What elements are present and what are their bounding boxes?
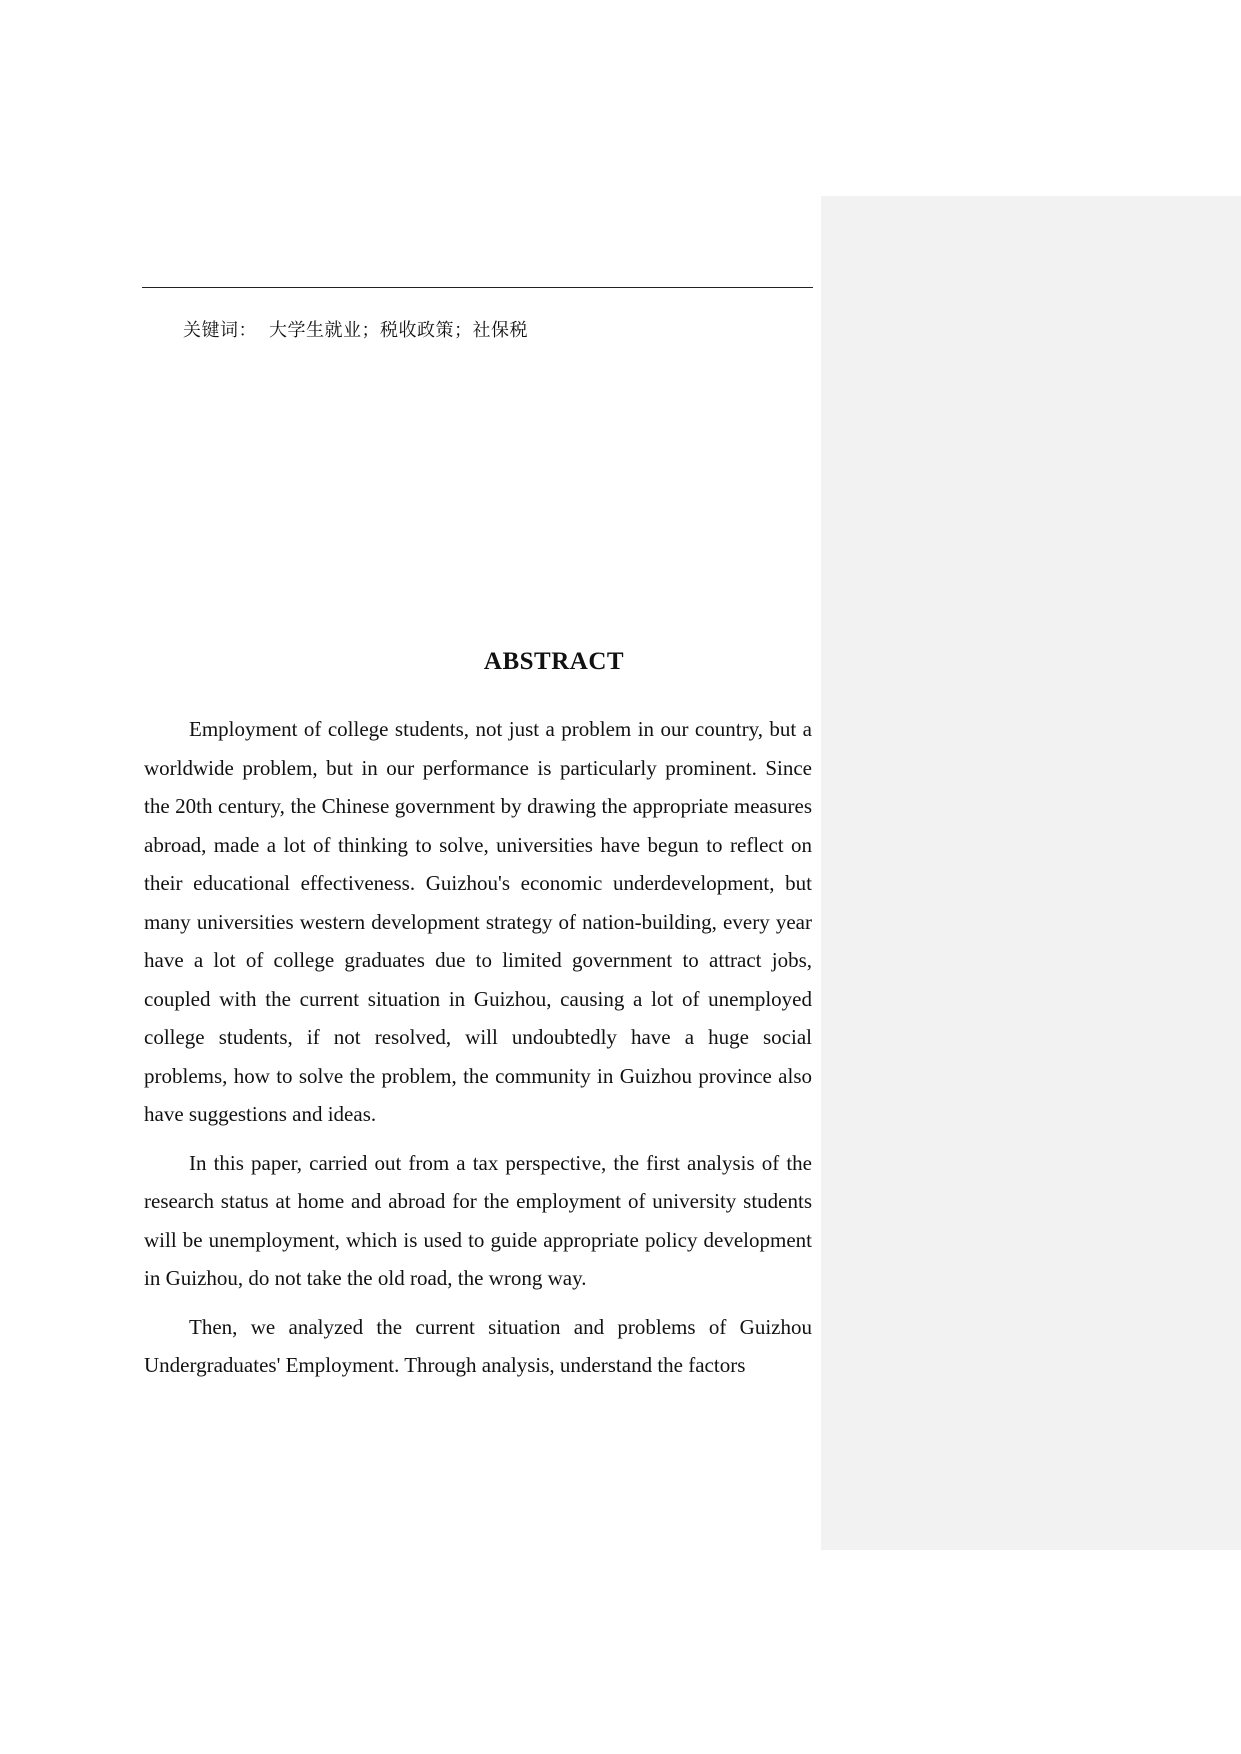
keywords-label: 关键词： — [183, 320, 257, 341]
keywords-value: 大学生就业；税收政策；社保税 — [269, 320, 528, 341]
abstract-paragraph-1: Employment of college students, not just a problem in our country, but a worldwide problem, but in our performance is particularly prominent. Since the 20th century, the Chinese government by drawing the appropriate measures abroad, made a lot of thinking to solve, universities have begun to reflect on their educational effectiveness. Guizhou's economic underdevelopment, but many universities western development strategy of nation-building, every year have a lot of college graduates due to limited government to attract jobs, coupled with the current situation in Guizhou, causing a lot of unemployed college students, if not resolved, will undoubtedly have a huge social problems, how to solve the problem, the community in Guizhou province also have suggestions and ideas. — [144, 717, 812, 1126]
abstract-heading: ABSTRACT — [483, 648, 625, 675]
abstract-paragraph-3: Then, we analyzed the current situation and problems of Guizhou Undergraduates' Employment. Through analysis, understand the factors — [144, 1314, 812, 1377]
keywords-line — [183, 316, 528, 342]
abstract-body — [144, 710, 812, 1395]
header-divider — [142, 287, 813, 288]
comment-margin-pane — [821, 196, 1241, 1550]
abstract-paragraph-2: In this paper, carried out from a tax perspective, the first analysis of the research status at home and abroad for the employment of university students will be unemployment, which is used to guide appropriate policy development in Guizhou, do not take the old road, the wrong way. — [144, 1150, 812, 1290]
